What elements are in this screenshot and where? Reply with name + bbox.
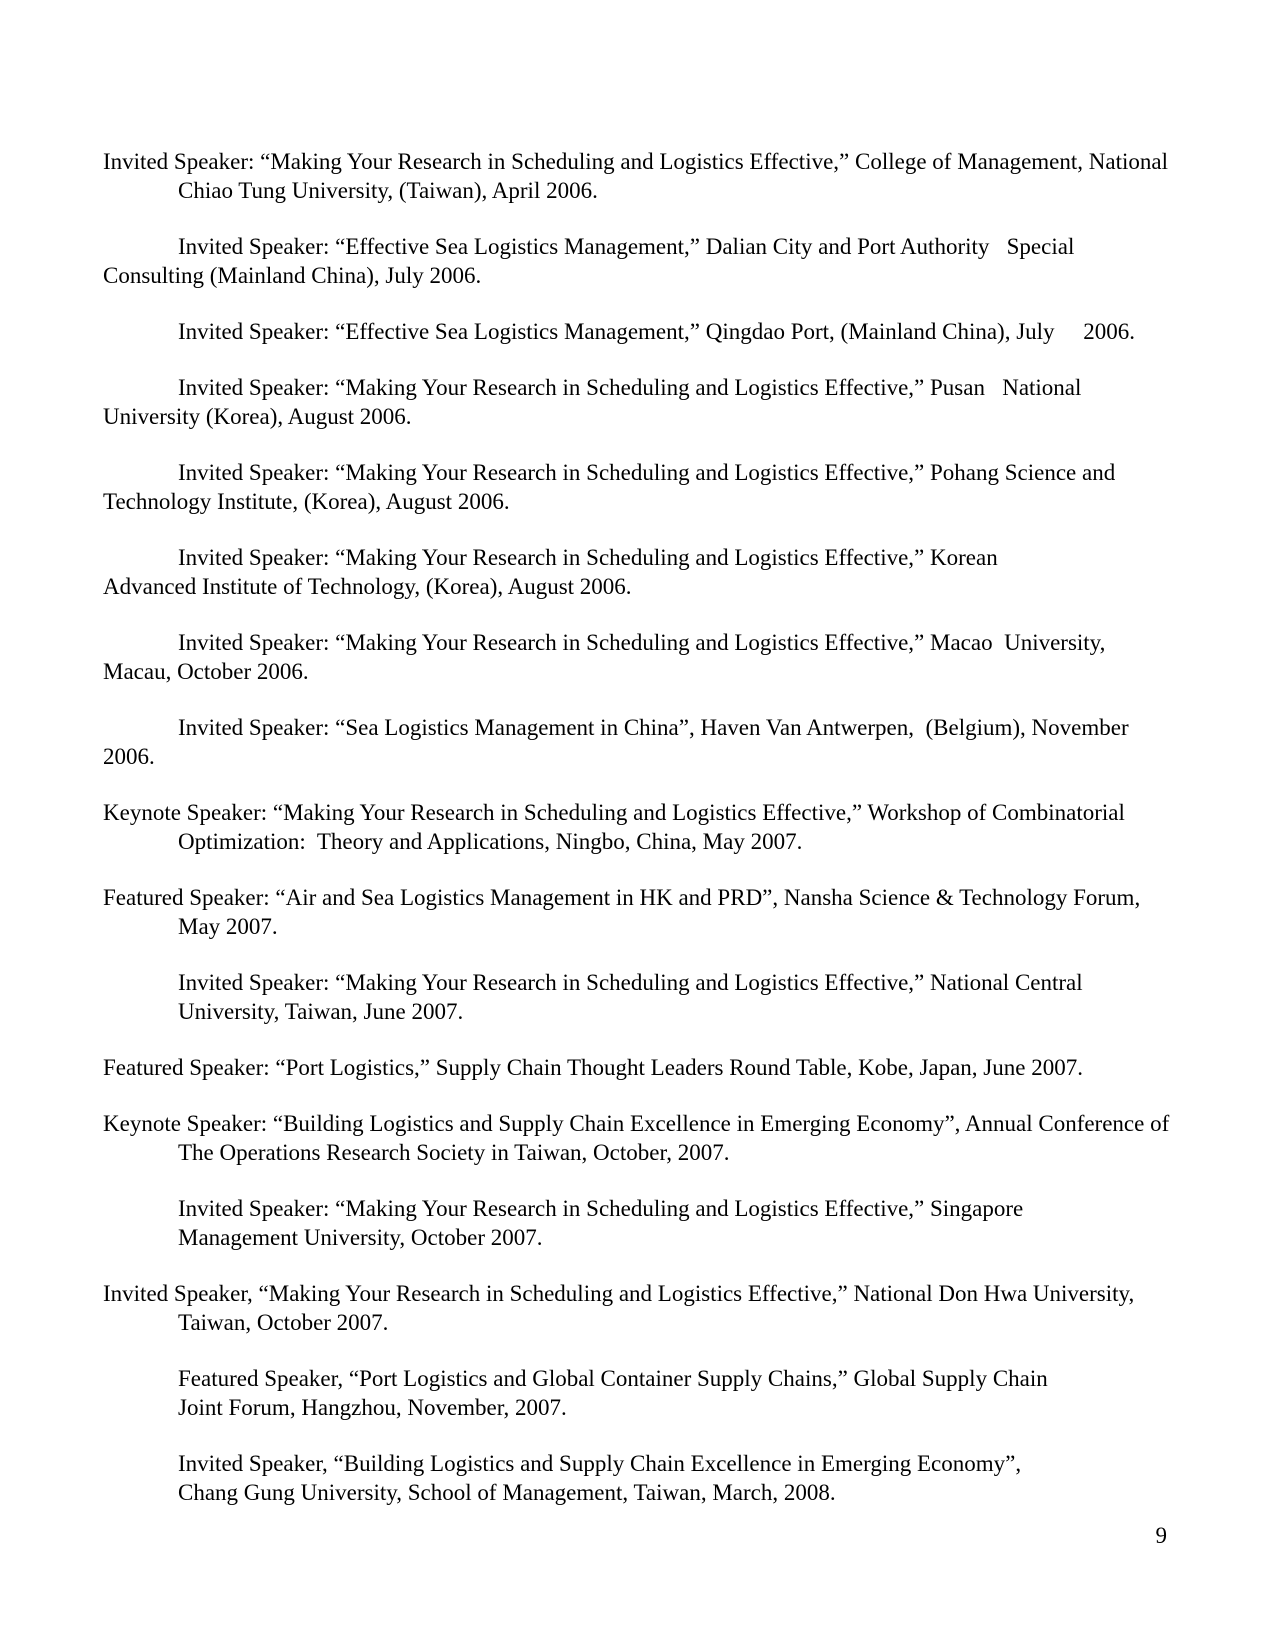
paragraph <box>103 628 1178 686</box>
paragraph <box>103 713 1178 771</box>
paragraph-line: Invited Speaker, “Building Logistics and Supply Chain Excellence in Emerging Economy”, <box>178 1451 1022 1476</box>
paragraph-line: Invited Speaker: “Making Your Research in Scheduling and Logistics Effective,” Pohang Science and <box>178 460 1116 485</box>
paragraph <box>103 458 1178 516</box>
paragraph-line: May 2007. <box>178 914 278 939</box>
paragraph-line: Technology Institute, (Korea), August 2006. <box>103 489 510 514</box>
paragraph-line: Keynote Speaker: “Building Logistics and Supply Chain Excellence in Emerging Economy”, Annual Conference of <box>103 1111 1170 1136</box>
paragraph-line: Invited Speaker: “Making Your Research in Scheduling and Logistics Effective,” Macao University, <box>178 630 1106 655</box>
paragraph <box>103 1109 1178 1167</box>
paragraph-line: Invited Speaker: “Effective Sea Logistics Management,” Dalian City and Port Authority Special <box>178 234 1075 259</box>
paragraph-line: Invited Speaker: “Effective Sea Logistics Management,” Qingdao Port, (Mainland China), July 2006. <box>178 319 1136 344</box>
paragraph <box>103 1194 1178 1252</box>
paragraph-line: University, Taiwan, June 2007. <box>178 999 464 1024</box>
paragraph-line: Featured Speaker, “Port Logistics and Global Container Supply Chains,” Global Supply Chain <box>178 1366 1048 1391</box>
paragraph <box>103 883 1178 941</box>
paragraph-line: Joint Forum, Hangzhou, November, 2007. <box>178 1395 567 1420</box>
paragraph-line: Invited Speaker: “Making Your Research in Scheduling and Logistics Effective,” National Central <box>178 970 1083 995</box>
paragraph-line: Advanced Institute of Technology, (Korea), August 2006. <box>103 574 632 599</box>
paragraph-line: Chiao Tung University, (Taiwan), April 2006. <box>178 178 598 203</box>
paragraph-line: University (Korea), August 2006. <box>103 404 412 429</box>
paragraph-line: Invited Speaker: “Making Your Research in Scheduling and Logistics Effective,” Singapore <box>178 1196 1024 1221</box>
paragraph-line: 2006. <box>103 744 155 769</box>
paragraph-line: Consulting (Mainland China), July 2006. <box>103 263 482 288</box>
page-footer <box>0 1521 1167 1550</box>
paragraph-line: The Operations Research Society in Taiwan, October, 2007. <box>178 1140 730 1165</box>
paragraph <box>103 1364 1178 1422</box>
paragraph-line: Optimization: Theory and Applications, Ningbo, China, May 2007. <box>178 829 803 854</box>
paragraph <box>103 1279 1178 1337</box>
paragraph-line: Featured Speaker: “Air and Sea Logistics Management in HK and PRD”, Nansha Science & Technology Forum, <box>103 885 1141 910</box>
paragraph-line: Invited Speaker: “Making Your Research in Scheduling and Logistics Effective,” College of Management, National <box>103 149 1168 174</box>
paragraph-line: Invited Speaker: “Making Your Research in Scheduling and Logistics Effective,” Pusan National <box>178 375 1082 400</box>
paragraph-line: Invited Speaker, “Making Your Research in Scheduling and Logistics Effective,” National Don Hwa University, <box>103 1281 1135 1306</box>
paragraph-line: Featured Speaker: “Port Logistics,” Supply Chain Thought Leaders Round Table, Kobe, Japan, June 2007. <box>103 1055 1083 1080</box>
paragraph <box>103 798 1178 856</box>
paragraph <box>103 317 1178 346</box>
paragraph <box>103 968 1178 1026</box>
paragraph-line: Macau, October 2006. <box>103 659 309 684</box>
paragraph <box>103 1449 1178 1507</box>
paragraph <box>103 232 1178 290</box>
paragraph <box>103 373 1178 431</box>
page-number: 9 <box>1155 1523 1167 1548</box>
paragraph <box>103 1053 1178 1082</box>
paragraph <box>103 147 1178 205</box>
paragraph-line: Invited Speaker: “Sea Logistics Management in China”, Haven Van Antwerpen, (Belgium), November <box>178 715 1129 740</box>
paragraph-line: Chang Gung University, School of Management, Taiwan, March, 2008. <box>178 1480 836 1505</box>
speaking-engagements-list <box>103 147 1178 1534</box>
paragraph <box>103 543 1178 601</box>
paragraph-line: Invited Speaker: “Making Your Research in Scheduling and Logistics Effective,” Korean <box>178 545 998 570</box>
paragraph-line: Taiwan, October 2007. <box>178 1310 389 1335</box>
paragraph-line: Management University, October 2007. <box>178 1225 543 1250</box>
paragraph-line: Keynote Speaker: “Making Your Research in Scheduling and Logistics Effective,” Workshop of Combinatorial <box>103 800 1125 825</box>
